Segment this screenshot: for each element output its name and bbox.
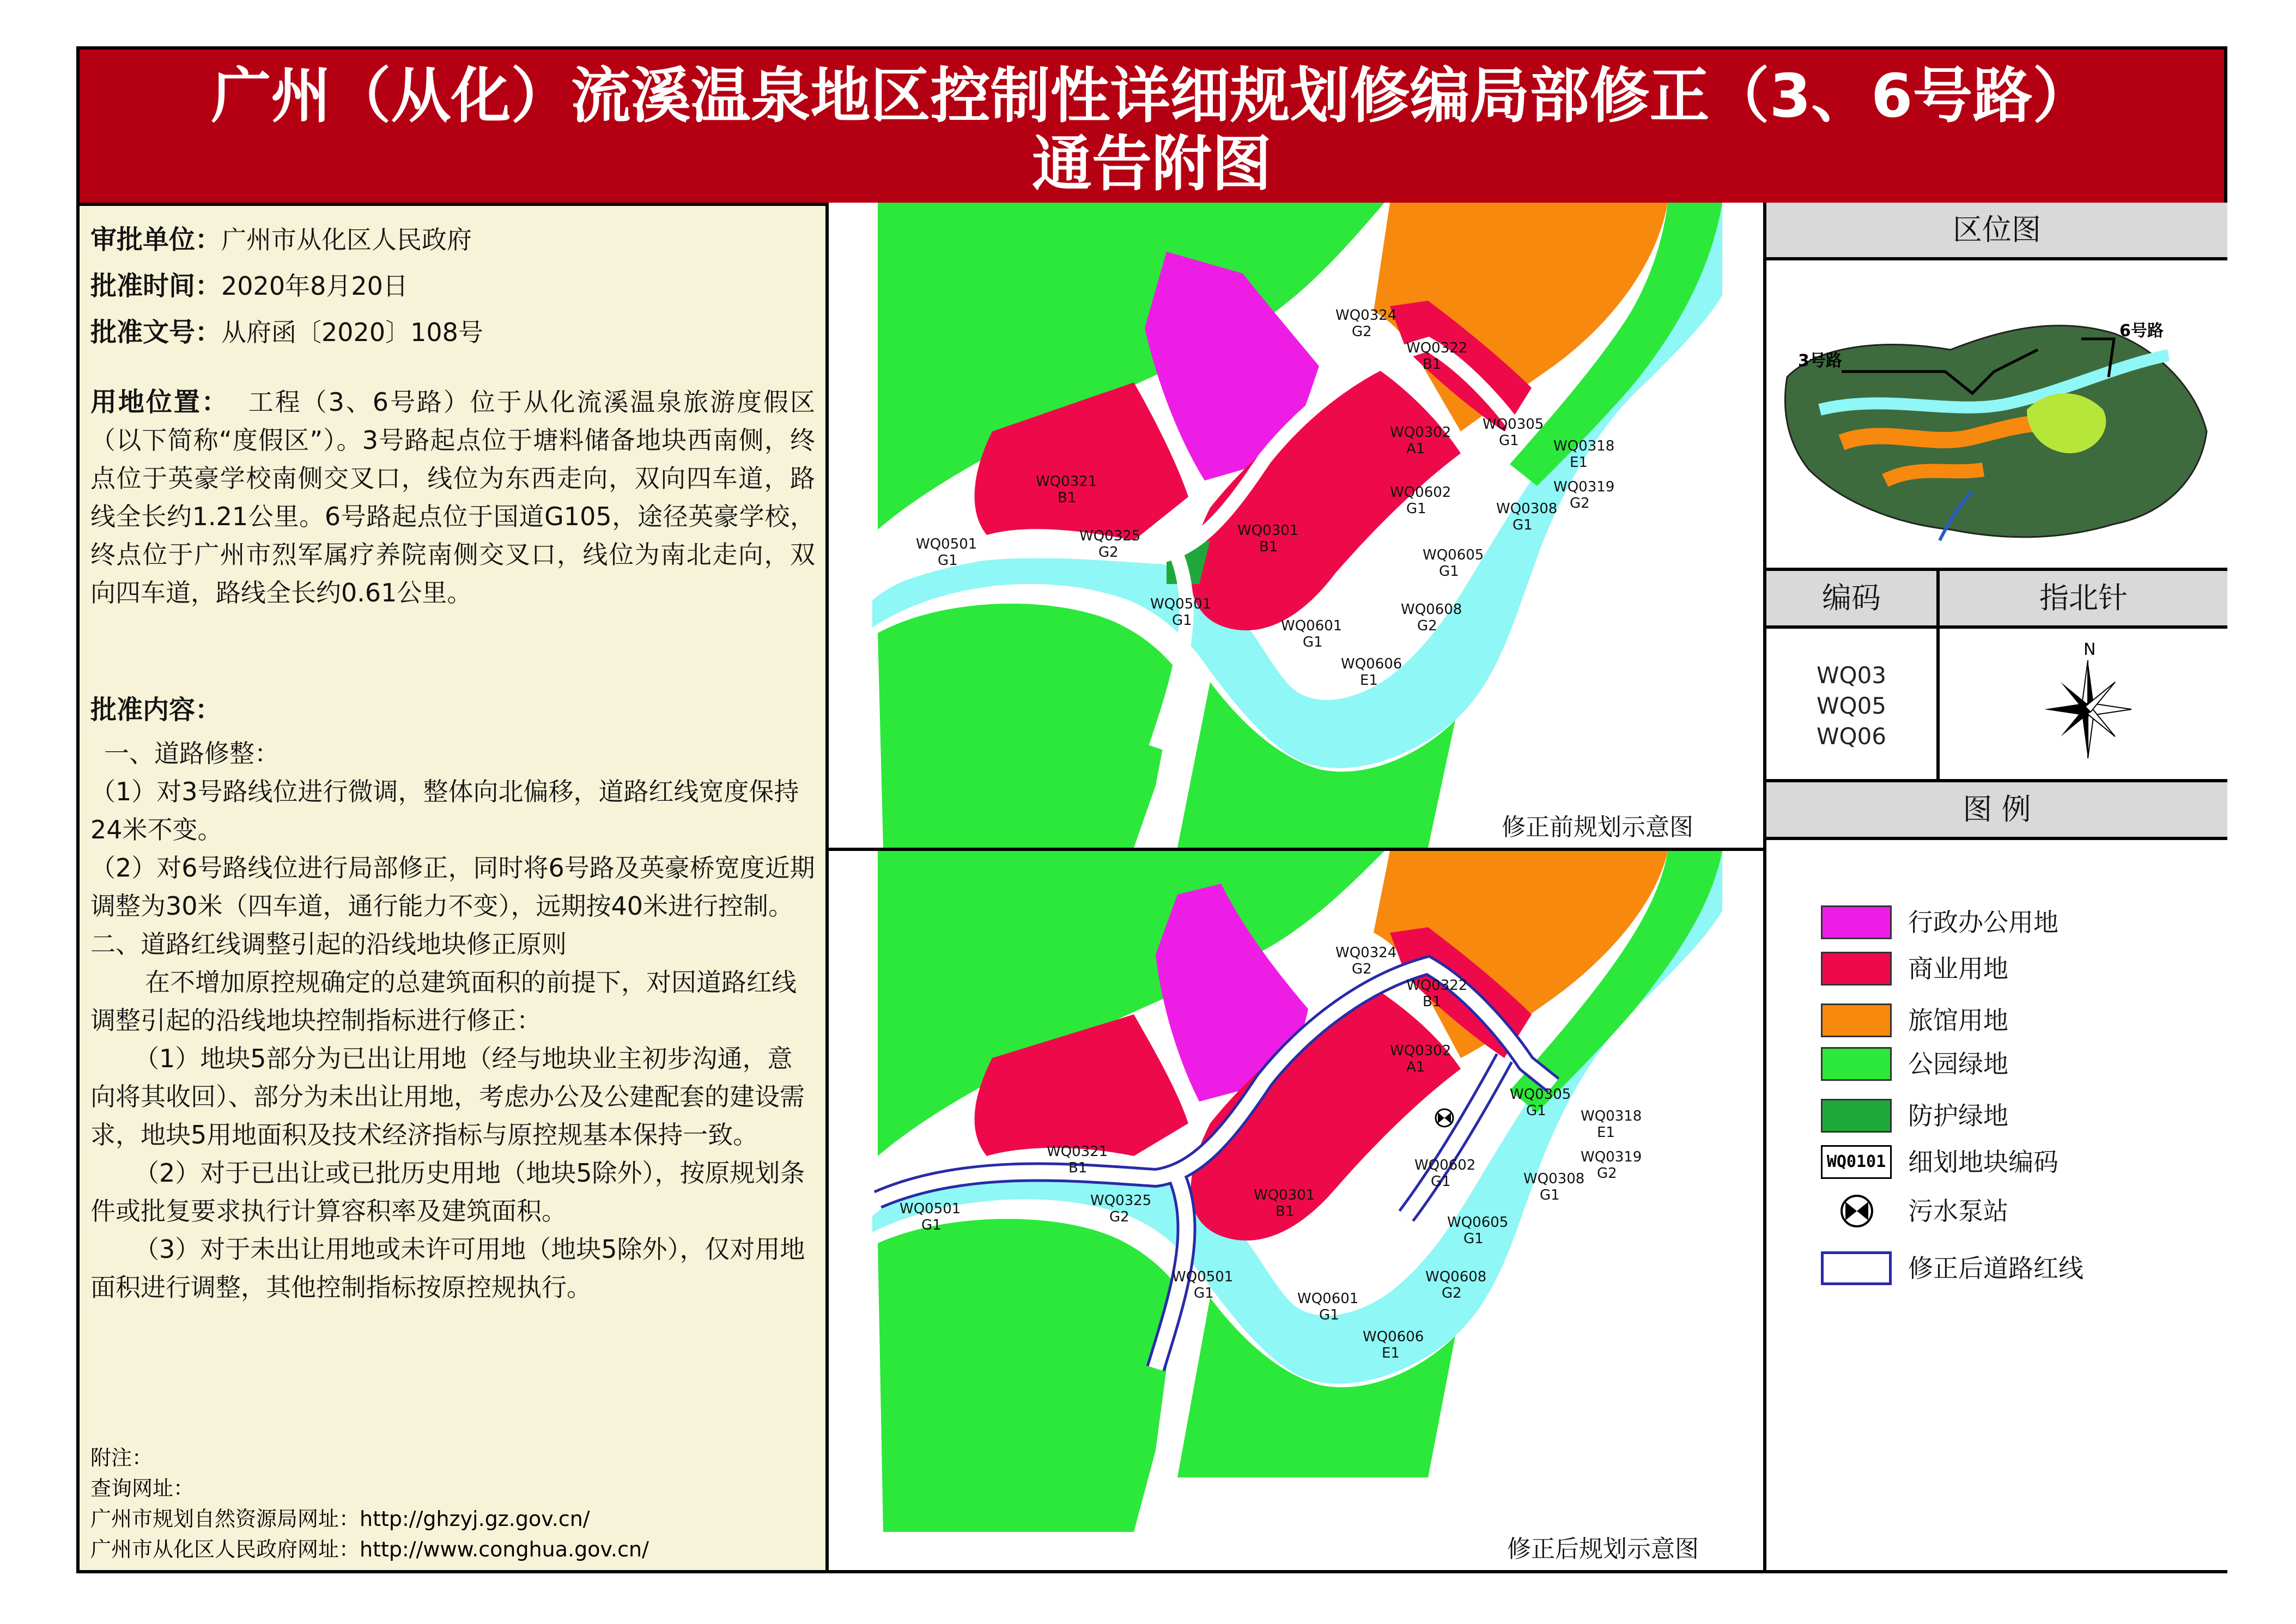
divider	[1766, 257, 2227, 260]
parcel-label: WQ0501	[1172, 1269, 1234, 1285]
parcel-label: WQ0601	[1281, 618, 1343, 634]
park-southwest	[878, 604, 1177, 848]
map-before-caption: 修正前规划示意图	[1502, 813, 1693, 841]
legend-item-park	[1766, 1047, 2227, 1091]
legend-item-commercial	[1766, 952, 2227, 995]
parcel-label: WQ0322	[1406, 340, 1468, 356]
parcel-label: G2	[1098, 544, 1119, 561]
parcel-label: WQ0501	[1150, 596, 1212, 612]
map-after-svg	[829, 851, 1763, 1570]
legend-panel	[1763, 203, 2227, 1570]
parcel-label: WQ0601	[1297, 1291, 1359, 1307]
divider	[1766, 837, 2227, 840]
date-label: 批准时间：	[90, 271, 222, 301]
parcel-label: B1	[1423, 356, 1442, 373]
parcel-label: G1	[921, 1217, 942, 1233]
location-label: 用地位置：	[90, 387, 229, 417]
legend-swatch	[1821, 1047, 1892, 1081]
legend-swatch: WQ0101	[1821, 1145, 1892, 1179]
north-header: 指北针	[1940, 571, 2227, 625]
legend-item-protect	[1766, 1099, 2227, 1142]
map-before-correction	[829, 203, 1763, 851]
parcel-label: G1	[1540, 1187, 1560, 1203]
notes-line: 附注：	[90, 1446, 153, 1470]
parcel-label: WQ0308	[1523, 1171, 1585, 1187]
parcel-label: B1	[1068, 1160, 1088, 1176]
pump-station-icon	[1840, 1194, 1874, 1228]
parcel-label: WQ0606	[1363, 1329, 1424, 1345]
legend-label: 公园绿地	[1908, 1049, 2008, 1079]
parcel-label: A1	[1406, 1059, 1425, 1075]
parcel-label: WQ0325	[1079, 528, 1141, 544]
park-southwest	[878, 1219, 1177, 1532]
parcel-label: B1	[1259, 539, 1278, 555]
parcel-label: E1	[1570, 454, 1588, 471]
parcel-label: WQ0602	[1414, 1157, 1476, 1173]
location-map-header: 区位图	[1766, 203, 2227, 257]
parcel-label: WQ0318	[1553, 438, 1615, 454]
north-arrow-svg	[2039, 638, 2137, 769]
parcel-label: G1	[1499, 433, 1519, 449]
parcel-label: G2	[1417, 618, 1437, 634]
parcel-label: WQ0322	[1406, 977, 1468, 994]
parcel-label: G1	[1194, 1285, 1214, 1301]
parcel-label: WQ0605	[1423, 547, 1484, 563]
legend-item-pump	[1766, 1194, 2227, 1238]
parcel-label: G1	[1513, 517, 1533, 533]
content-paragraph: （1）对3号路线位进行微调，整体向北偏移，道路红线宽度保持24米不变。	[90, 777, 799, 844]
approver-value: 广州市从化区人民政府	[221, 225, 472, 254]
parcel-label: G2	[1597, 1165, 1617, 1182]
parcel-label: E1	[1360, 672, 1378, 689]
parcel-label: WQ0606	[1341, 656, 1402, 672]
parcel-label: G2	[1442, 1285, 1462, 1301]
parcel-label: WQ0305	[1483, 416, 1544, 433]
map-before-svg	[829, 203, 1763, 848]
content-paragraph: 在不增加原控规确定的总建筑面积的前提下，对因道路红线调整引起的沿线地块控制指标进行修正：	[90, 968, 797, 1035]
content-paragraph: （3）对于未出让用地或未许可用地（地块5除外），仅对用地面积进行调整，其他控制指标按原控规执行。	[90, 1234, 805, 1302]
doc-value: 从府函〔2020〕108号	[221, 318, 483, 347]
content-paragraph: （1）地块5部分为已出让用地（经与地块业主初步沟通，意向将其收回）、部分为未出让用地，考虑办公及公建配套的建设需求，地块5用地面积及技术经济指标与原控规基本保持一致。	[90, 1044, 805, 1149]
date-value: 2020年8月20日	[221, 271, 408, 301]
parcel-label: WQ0608	[1425, 1269, 1487, 1285]
location-map	[1776, 268, 2218, 562]
parcel-label: WQ0321	[1036, 473, 1097, 490]
content-paragraph: 一、道路修整：	[104, 739, 280, 768]
content-paragraph: （2）对于已出让或已批历史用地（地块5除外），按原规划条件或批复要求执行计算容积率及建筑面积。	[90, 1158, 805, 1226]
legend-swatch	[1821, 1251, 1892, 1285]
parcel-label: WQ0324	[1335, 945, 1397, 961]
legend-label: 细划地块编码	[1908, 1147, 2058, 1177]
legend-header: 图 例	[1766, 782, 2227, 837]
parcel-label: G1	[1406, 501, 1426, 517]
legend-swatch	[1821, 905, 1892, 939]
parcel-label: G1	[1172, 612, 1192, 629]
code-list	[1766, 660, 1936, 752]
parcel-label: G1	[1526, 1103, 1546, 1119]
parcel-label: G1	[938, 552, 958, 569]
divider	[1766, 625, 2227, 629]
north-letter: N	[2084, 640, 2096, 659]
legend-swatch	[1821, 1099, 1892, 1133]
parcel-label: E1	[1382, 1345, 1400, 1361]
map-after-caption: 修正后规划示意图	[1507, 1535, 1699, 1563]
parcel-label: WQ0302	[1390, 424, 1451, 441]
parcel-label: WQ0608	[1401, 601, 1462, 618]
legend-item-parcel-code	[1766, 1145, 2227, 1189]
legend-label: 污水泵站	[1908, 1196, 2008, 1226]
location-text: 工程（3、6号路）位于从化流溪温泉旅游度假区（以下简称“度假区”）。3号路起点位于塘料储备地块西南侧，终点位于英豪学校南侧交叉口，线位为东西走向，双向四车道，路线全长约1.21公里。6号路起点位于国道G105，途径英豪学校，终点位于广州市烈军属疗养院南侧交叉口，线位为南北走向，双向四车道，路线全长约0.61公里。	[90, 387, 815, 607]
location-section	[90, 383, 815, 612]
road-6-label: 6号路	[2119, 321, 2164, 340]
legend-item-road-line	[1766, 1251, 2227, 1295]
content-paragraph: （2）对6号路线位进行局部修正，同时将6号路及英豪桥宽度近期调整为30米（四车道，通行能力不变），远期按40米进行控制。	[90, 853, 815, 921]
parcel-label: WQ0324	[1335, 307, 1397, 324]
parcel-label: G1	[1431, 1173, 1451, 1190]
parcel-label: A1	[1406, 441, 1425, 457]
parcel-label: WQ0605	[1447, 1214, 1509, 1231]
north-arrow-icon	[2039, 638, 2137, 769]
legend-label: 行政办公用地	[1908, 908, 2058, 937]
parcel-label: G2	[1352, 324, 1372, 340]
legend-item-hotel	[1766, 1003, 2227, 1047]
legend-item-admin	[1766, 905, 2227, 949]
parcel-label: WQ0319	[1553, 479, 1615, 495]
approval-content-section	[90, 685, 815, 1306]
parcel-label: WQ0321	[1047, 1144, 1108, 1160]
doc-label: 批准文号：	[90, 317, 222, 348]
parcel-label: G1	[1439, 563, 1459, 580]
page-title: 广州（从化）流溪温泉地区控制性详细规划修编局部修正（3、6号路）	[211, 61, 2093, 131]
parcel-label: B1	[1275, 1203, 1295, 1220]
legend-label: 旅馆用地	[1908, 1006, 2008, 1035]
code-item: WQ03	[1816, 662, 1887, 689]
parcel-label: WQ0501	[900, 1201, 961, 1217]
notes-section	[90, 1443, 815, 1565]
location-map-svg	[1776, 268, 2218, 562]
parcel-label: G1	[1303, 634, 1323, 650]
parcel-label: G2	[1352, 961, 1372, 977]
parcel-label: WQ0308	[1496, 501, 1558, 517]
approval-meta	[90, 217, 810, 356]
parcel-label: G2	[1570, 495, 1590, 512]
content-label: 批准内容：	[90, 695, 222, 725]
approver-label: 审批单位：	[90, 224, 222, 255]
pump-station-icon	[1436, 1109, 1453, 1127]
parcel-label: G2	[1109, 1209, 1129, 1225]
parcel-label: B1	[1423, 994, 1442, 1010]
parcel-label: B1	[1058, 490, 1077, 506]
legend-swatch	[1821, 1003, 1892, 1037]
divider	[1936, 571, 1940, 779]
road-3-label: 3号路	[1798, 351, 1842, 370]
code-header: 编码	[1766, 571, 1936, 625]
parcel-label: G1	[1463, 1231, 1484, 1247]
approval-info-panel	[80, 203, 829, 1570]
legend-swatch	[1821, 952, 1892, 986]
parcel-label: WQ0305	[1510, 1086, 1571, 1103]
notes-line: 查询网址：	[90, 1476, 195, 1500]
code-item: WQ06	[1816, 723, 1887, 750]
parcel-label: WQ0602	[1390, 484, 1451, 501]
title-bar	[80, 50, 2224, 203]
notes-link[interactable]: 广州市从化区人民政府网址：http://www.conghua.gov.cn/	[90, 1537, 649, 1561]
content-paragraph: 二、道路红线调整引起的沿线地块修正原则	[90, 929, 567, 959]
legend-label: 防护绿地	[1908, 1101, 2008, 1130]
parcel-label: WQ0301	[1237, 522, 1299, 539]
legend-label: 商业用地	[1908, 954, 2008, 983]
legend-list	[1766, 905, 2227, 1396]
notes-link[interactable]: 广州市规划自然资源局网址：http://ghzyj.gz.gov.cn/	[90, 1507, 590, 1531]
parcel-label: G1	[1319, 1307, 1339, 1323]
code-item: WQ05	[1816, 692, 1887, 719]
legend-label: 修正后道路红线	[1908, 1254, 2084, 1283]
parcel-label: E1	[1597, 1124, 1615, 1141]
parcel-label: WQ0318	[1581, 1108, 1642, 1124]
parcel-label: WQ0319	[1581, 1149, 1642, 1165]
map-after-correction	[829, 851, 1763, 1570]
parcel-label: WQ0301	[1254, 1187, 1315, 1203]
parcel-label: WQ0325	[1090, 1193, 1152, 1209]
parcel-label: WQ0501	[916, 536, 977, 552]
parcel-label: WQ0302	[1390, 1043, 1451, 1059]
page-subtitle: 通告附图	[1032, 129, 1272, 199]
